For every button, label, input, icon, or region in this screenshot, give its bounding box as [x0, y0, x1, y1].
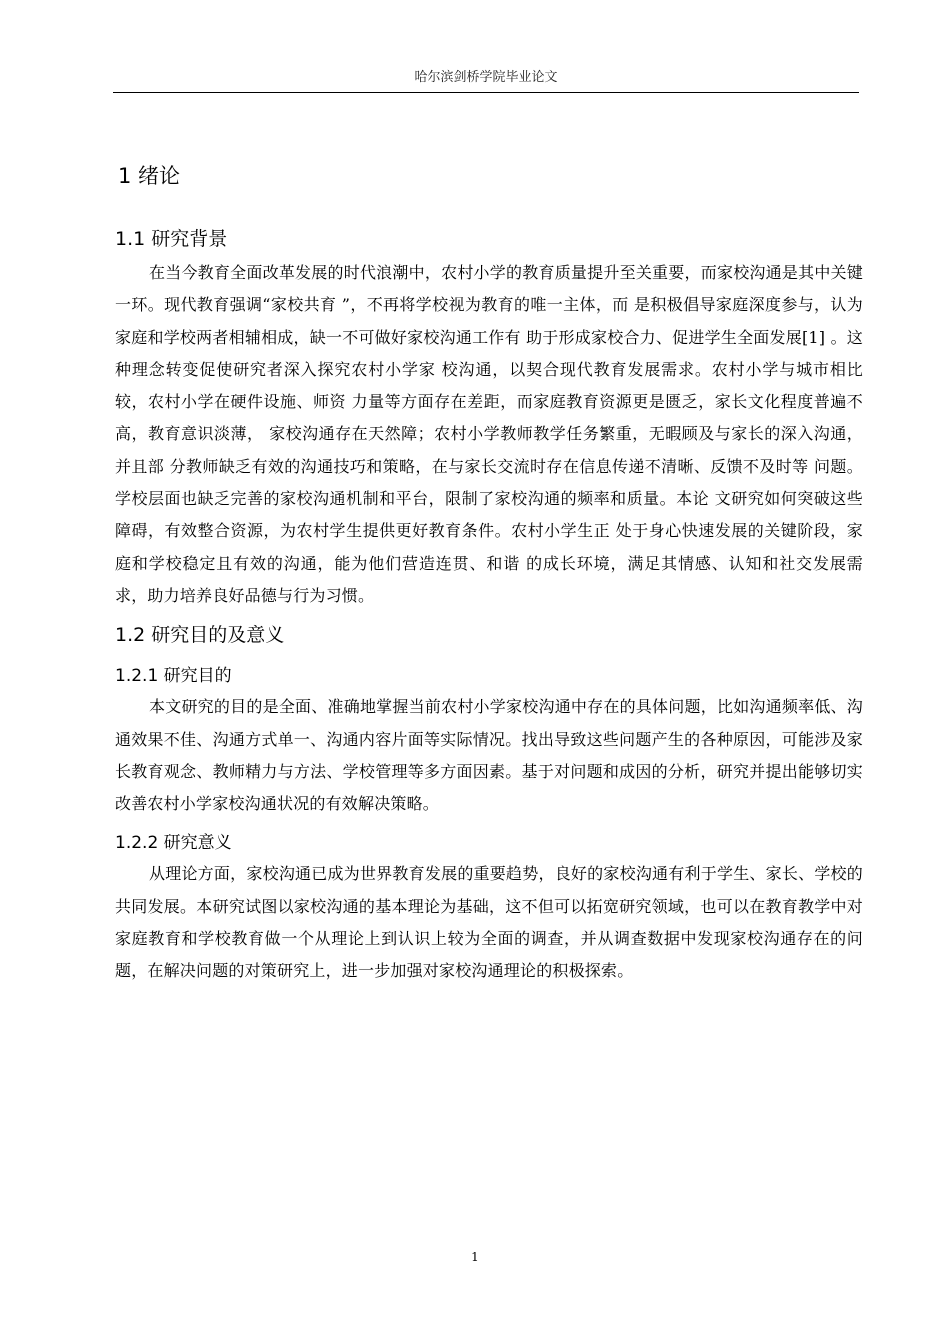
subsection-title-purpose: 1.2.1 研究目的 — [115, 666, 232, 687]
document-body — [115, 160, 863, 996]
chapter-title: 1 绪论 — [118, 164, 181, 188]
paragraph-purpose: 本文研究的目的是全面、准确地掌握当前农村小学家校沟通中存在的具体问题，比如沟通频率低、沟通效果不佳、沟通方式单一、沟通内容片面等实际情况。找出导致这些问题产生的各种原因，可能涉及家长教育观念、教师精力与方法、学校管理等多方面因素。基于对问题和成因的分析，研究并提出能够切实改善农村小学家校沟通状况的有效解决策略。 — [115, 697, 863, 814]
page-header — [113, 66, 859, 93]
section-title-purpose-significance: 1.2 研究目的及意义 — [115, 624, 285, 647]
paragraph-significance: 从理论方面，家校沟通已成为世界教育发展的重要趋势，良好的家校沟通有利于学生、家长、学校的共同发展。本研究试图以家校沟通的基本理论为基础，这不但可以拓宽研究领域，也可以在教育教学中对家庭教育和学校教育做一个从理论上到认识上较为全面的调查，并从调查数据中发现家校沟通存在的问题，在解决问题的对策研究上，进一步加强对家校沟通理论的积极探索。 — [115, 864, 863, 981]
page-number: 1 — [471, 1250, 479, 1264]
paragraph-background: 在当今教育全面改革发展的时代浪潮中，农村小学的教育质量提升至关重要，而家校沟通是其中关键一环。现代教育强调“家校共育 ”，不再将学校视为教育的唯一主体，而 是积极倡导家庭深度参与，认为家庭和学校两者相辅相成，缺一不可做好家校沟通工作有 助于形成家校合力、促进学生全面发展[1] 。这种理念转变促使研究者深入探究农村小学家 校沟通，以契合现代教育发展需求。农村小学与城市相比较，农村小学在硬件设施、师资 力量等方面存在差距，而家庭教育资源更是匮乏，家长文化程度普遍不高，教育意识淡薄， 家校沟通存在天然障；农村小学教师教学任务繁重，无暇顾及与家长的深入沟通，并且部 分教师缺乏有效的沟通技巧和策略，在与家长交流时存在信息传递不清晰、反馈不及时等 问题。学校层面也缺乏完善的家校沟通机制和平台，限制了家校沟通的频率和质量。本论 文研究如何突破这些障碍，有效整合资源，为农村学生提供更好教育条件。农村小学生正 处于身心快速发展的关键阶段，家庭和学校稳定且有效的沟通，能为他们营造连贯、和谐 的成长环境，满足其情感、认知和社交发展需求，助力培养良好品德与行为习惯。 — [115, 263, 863, 605]
subsection-title-significance: 1.2.2 研究意义 — [115, 833, 232, 854]
section-title-background: 1.1 研究背景 — [115, 228, 228, 250]
header-title: 哈尔滨剑桥学院毕业论文 — [414, 70, 558, 85]
